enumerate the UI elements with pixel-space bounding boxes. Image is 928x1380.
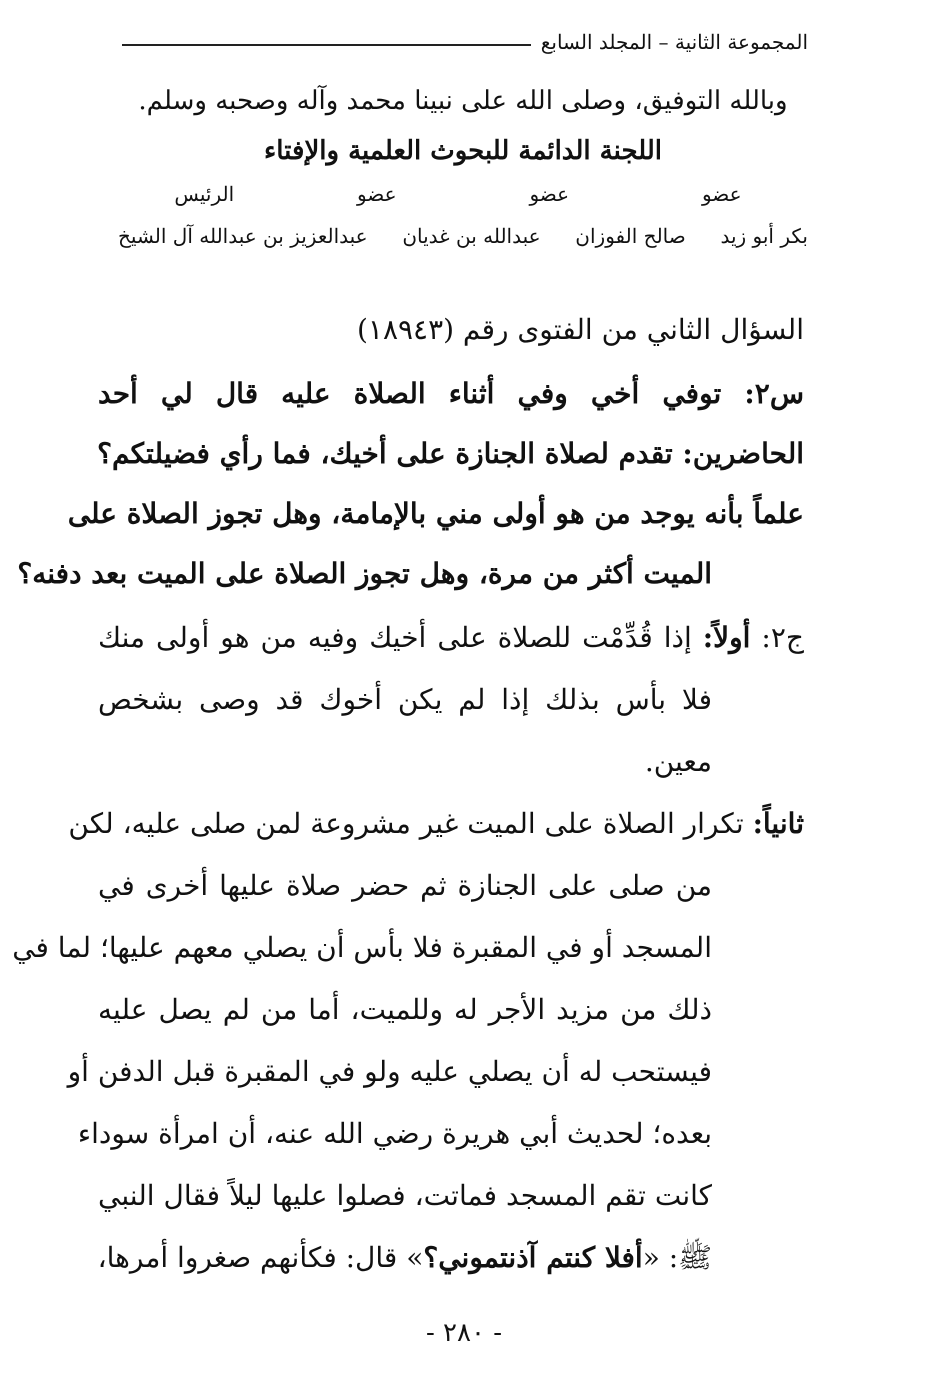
signature-title: عضو (356, 182, 397, 206)
hadith-quote: أفلا كنتم آذنتموني؟ (423, 1241, 643, 1274)
signature-title: عضو (529, 182, 570, 206)
signature-name: عبدالله بن غديان (402, 224, 541, 248)
answer-text: إذا قُدِّمْت للصلاة على أخيك وفيه من هو أولى منك (98, 621, 692, 654)
page-header (122, 30, 808, 54)
answer-line: فلا بأس بذلك إذا لم يكن أخوك قد وصى بشخص (98, 683, 712, 716)
question-label: س٢: (744, 377, 804, 410)
answer-line: المسجد أو في المقبرة فلا بأس أن يصلي معهم عليها؛ لما في (12, 931, 712, 964)
header-rule (122, 44, 531, 46)
answer-line (68, 802, 804, 846)
signature-title: الرئيس (174, 182, 235, 206)
answer-label: ج٢: (761, 621, 804, 654)
answer-line: معين. (644, 745, 712, 778)
signature-name: صالح الفوزان (575, 224, 686, 248)
signature-title: عضو (701, 182, 742, 206)
question-line: علماً بأنه يوجد من هو أولى مني بالإمامة، وهل تجوز الصلاة على (67, 497, 804, 530)
first-point-label: أولاً: (702, 621, 751, 654)
answer-line: فيستحب له أن يصلي عليه ولو في المقبرة قبل الدفن أو (67, 1055, 712, 1088)
question-heading: السؤال الثاني من الفتوى رقم (١٨٩٤٣) (356, 313, 804, 346)
signature-name: بكر أبو زيد (720, 224, 808, 248)
signature-name: عبدالعزيز بن عبدالله آل الشيخ (118, 224, 368, 248)
signature-titles (118, 182, 808, 206)
question-line (98, 372, 804, 416)
answer-line: كانت تقم المسجد فماتت، فصلوا عليها ليلاً فقال النبي (98, 1179, 712, 1212)
second-point-label: ثانياً: (752, 807, 804, 840)
answer-line: بعده؛ لحديث أبي هريرة رضي الله عنه، أن امرأة سوداء (77, 1117, 712, 1150)
question-line: الحاضرين: تقدم لصلاة الجنازة على أخيك، فما رأي فضيلتكم؟ (97, 437, 804, 470)
hadith-prefix: ﷺ: « (642, 1241, 712, 1274)
answer-line: من صلى على الجنازة ثم حضر صلاة عليها أخرى في (98, 869, 712, 902)
committee-title: اللجنة الدائمة للبحوث العلمية والإفتاء (264, 136, 662, 166)
question-text: توفي أخي وفي أثناء الصلاة عليه قال لي أحد (98, 377, 722, 410)
closing-line: وبالله التوفيق، وصلى الله على نبينا محمد وآله وصحبه وسلم. (138, 86, 788, 116)
answer-line (98, 1236, 712, 1280)
header-title: المجموعة الثانية – المجلد السابع (540, 30, 808, 54)
answer-line (98, 616, 804, 660)
page-number: - ٢٨٠ - (425, 1318, 503, 1348)
answer-text: تكرار الصلاة على الميت غير مشروعة لمن صلى عليه، لكن (68, 807, 744, 840)
answer-line: ذلك من مزيد الأجر له وللميت، أما من لم يصل عليه (98, 993, 712, 1026)
hadith-suffix: » قال: فكأنهم صغروا أمرها، (97, 1241, 424, 1274)
signature-names (118, 224, 808, 248)
question-line: الميت أكثر من مرة، وهل تجوز الصلاة على الميت بعد دفنه؟ (17, 557, 712, 590)
